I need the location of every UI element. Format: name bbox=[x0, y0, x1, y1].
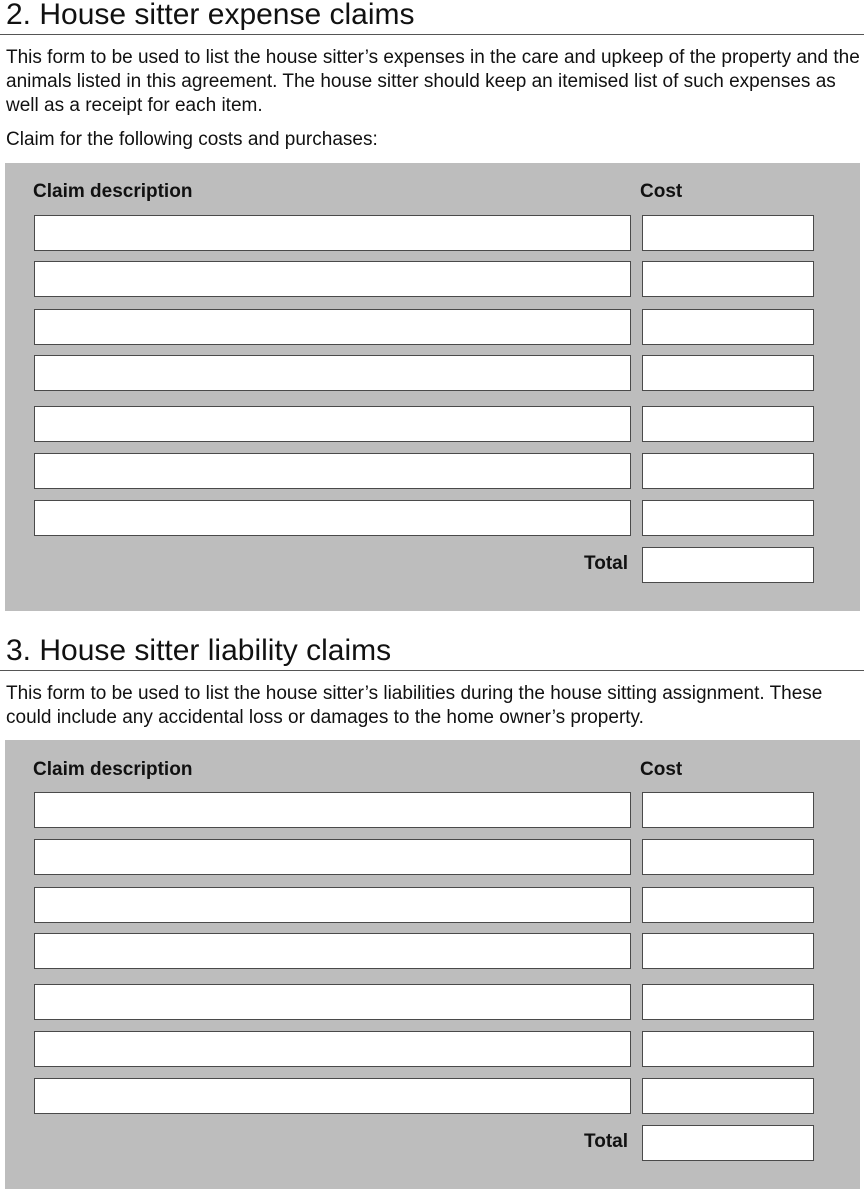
liability-claims-panel bbox=[5, 740, 860, 1189]
expense-description-field-3[interactable] bbox=[34, 309, 631, 345]
claim-description-header: Claim description bbox=[33, 181, 193, 202]
liability-total-field[interactable] bbox=[642, 1125, 814, 1161]
section-2-intro: This form to be used to list the house sitter’s expenses in the care and upkeep of the property and the animals listed in this agreement. The house sitter should keep an itemised list of such expenses as well as a receipt for each item. bbox=[6, 47, 860, 116]
section-2-heading: 2. House sitter expense claims bbox=[6, 0, 415, 31]
expense-cost-field-2[interactable] bbox=[642, 261, 814, 297]
liability-cost-field-7[interactable] bbox=[642, 1078, 814, 1114]
expense-description-field-7[interactable] bbox=[34, 500, 631, 536]
liability-description-field-1[interactable] bbox=[34, 792, 631, 828]
liability-description-field-5[interactable] bbox=[34, 984, 631, 1020]
expense-description-field-4[interactable] bbox=[34, 355, 631, 391]
expense-description-field-5[interactable] bbox=[34, 406, 631, 442]
liability-cost-field-2[interactable] bbox=[642, 839, 814, 875]
liability-total-label: Total bbox=[584, 1131, 628, 1152]
expense-cost-field-4[interactable] bbox=[642, 355, 814, 391]
liability-cost-field-1[interactable] bbox=[642, 792, 814, 828]
expense-description-field-1[interactable] bbox=[34, 215, 631, 251]
cost-header: Cost bbox=[640, 181, 683, 202]
section-3-heading: 3. House sitter liability claims bbox=[6, 634, 392, 667]
expense-total-field[interactable] bbox=[642, 547, 814, 583]
expense-cost-field-7[interactable] bbox=[642, 500, 814, 536]
liability-description-field-4[interactable] bbox=[34, 933, 631, 969]
expense-total-label: Total bbox=[584, 553, 628, 574]
expense-cost-field-3[interactable] bbox=[642, 309, 814, 345]
expense-description-field-6[interactable] bbox=[34, 453, 631, 489]
expense-cost-field-6[interactable] bbox=[642, 453, 814, 489]
expense-cost-field-5[interactable] bbox=[642, 406, 814, 442]
liability-description-field-7[interactable] bbox=[34, 1078, 631, 1114]
expense-description-field-2[interactable] bbox=[34, 261, 631, 297]
section-3-intro: This form to be used to list the house sitter’s liabilities during the house sitting assignment. These could include any accidental loss or damages to the home owner’s property. bbox=[6, 683, 823, 728]
liability-description-field-3[interactable] bbox=[34, 887, 631, 923]
liability-description-field-6[interactable] bbox=[34, 1031, 631, 1067]
section-2-divider bbox=[0, 34, 864, 35]
section-3-divider bbox=[0, 670, 864, 671]
cost-header: Cost bbox=[640, 759, 683, 780]
liability-cost-field-3[interactable] bbox=[642, 887, 814, 923]
claim-description-header: Claim description bbox=[33, 759, 193, 780]
liability-cost-field-5[interactable] bbox=[642, 984, 814, 1020]
liability-cost-field-6[interactable] bbox=[642, 1031, 814, 1067]
liability-description-field-2[interactable] bbox=[34, 839, 631, 875]
expense-cost-field-1[interactable] bbox=[642, 215, 814, 251]
liability-cost-field-4[interactable] bbox=[642, 933, 814, 969]
expense-claims-panel bbox=[5, 163, 860, 611]
section-2-prompt: Claim for the following costs and purchases: bbox=[6, 129, 378, 150]
